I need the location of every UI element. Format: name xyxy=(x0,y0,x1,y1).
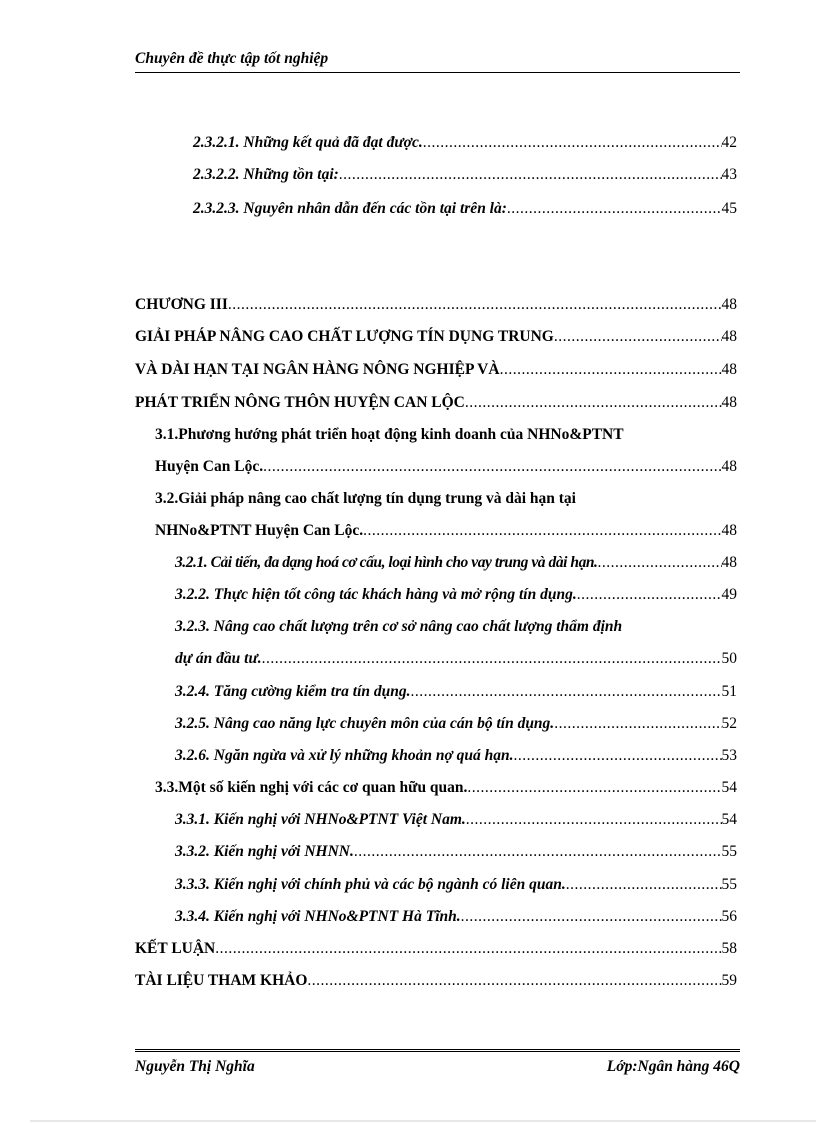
toc-page-number: 43 xyxy=(721,166,737,183)
toc-page-number: 45 xyxy=(721,200,737,217)
toc-entry-text: 2.3.2.3. Nguyên nhân dẫn đến các tồn tại trên là: xyxy=(193,200,507,217)
toc-entry-text: dự án đầu tư. xyxy=(175,650,262,667)
toc-entry-subsection[interactable] xyxy=(175,876,737,894)
toc-entry-text: 2.3.2.2. Những tồn tại: xyxy=(193,166,339,183)
toc-entry-text: GIẢI PHÁP NÂNG CAO CHẤT LƯỢNG TÍN DỤNG TRUNG xyxy=(135,328,554,345)
toc-entry[interactable] xyxy=(193,166,737,184)
toc-entry-subsection[interactable] xyxy=(175,811,737,829)
toc-page-number: 51 xyxy=(721,683,737,700)
toc-page-number: 50 xyxy=(721,650,737,667)
toc-entry[interactable] xyxy=(193,200,737,218)
toc-entry-text: 3.2.Giải pháp nâng cao chất lượng tín dụng trung và dài hạn tại xyxy=(155,490,576,507)
toc-page-number: 48 xyxy=(721,458,737,475)
toc-page-number: 49 xyxy=(721,586,737,603)
toc-entry-text: 3.3.Một số kiến nghị với các cơ quan hữu quan. xyxy=(155,779,468,796)
toc-entry-text: CHƯƠNG III xyxy=(135,296,228,313)
toc-entry-chapter[interactable] xyxy=(135,972,737,990)
toc-entry-section-cont[interactable] xyxy=(155,458,737,476)
toc-entry-text: PHÁT TRIỂN NÔNG THÔN HUYỆN CAN LỘC xyxy=(135,394,465,411)
footer-class: Lớp:Ngân hàng 46Q xyxy=(606,1058,740,1075)
toc-page-number: 58 xyxy=(721,940,737,957)
toc-page-number: 55 xyxy=(721,843,737,860)
toc-entry-text: VÀ DÀI HẠN TẠI NGÂN HÀNG NÔNG NGHIỆP VÀ xyxy=(135,361,500,378)
toc-page-number: 53 xyxy=(721,747,737,764)
toc-entry-subsection[interactable] xyxy=(175,747,737,765)
toc-entry-subsection[interactable] xyxy=(175,586,737,604)
toc-entry-text: 3.3.1. Kiến nghị với NHNo&PTNT Việt Nam. xyxy=(175,811,466,828)
toc-entry-text: 3.2.1. Cải tiến, đa dạng hoá cơ cấu, loại hình cho vay trung và dài hạn. xyxy=(175,554,598,571)
toc-page-number: 48 xyxy=(721,296,737,313)
toc-entry-chapter[interactable] xyxy=(135,296,737,314)
toc-entry-subsection-cont[interactable] xyxy=(175,650,737,668)
toc-entry-subsection[interactable] xyxy=(175,715,737,733)
toc-entry-chapter-title[interactable] xyxy=(135,394,737,412)
toc-entry-subsection[interactable] xyxy=(175,843,737,861)
toc-entry-subsection[interactable] xyxy=(175,554,737,572)
toc-page-number: 54 xyxy=(721,779,737,796)
toc-entry-section[interactable] xyxy=(155,779,737,797)
toc-entry-text: 3.2.5. Nâng cao năng lực chuyên môn của cán bộ tín dụng. xyxy=(175,715,555,732)
toc-page-number: 54 xyxy=(721,811,737,828)
toc-entry-text: 3.3.2. Kiến nghị với NHNN. xyxy=(175,843,354,860)
toc-entry-text: 3.2.3. Nâng cao chất lượng trên cơ sở nâng cao chất lượng thẩm định xyxy=(175,618,623,635)
toc-entry-text: 3.2.2. Thực hiện tốt công tác khách hàng và mở rộng tín dụng. xyxy=(175,586,577,603)
toc-page-number: 48 xyxy=(721,361,737,378)
toc-entry[interactable] xyxy=(193,134,737,152)
toc-page-number: 48 xyxy=(721,554,737,571)
toc-entry-subsection[interactable] xyxy=(175,618,622,636)
toc-entry-text: 3.3.4. Kiến nghị với NHNo&PTNT Hà Tĩnh. xyxy=(175,908,461,925)
toc-entry-text: 3.3.3. Kiến nghị với chính phủ và các bộ ngành có liên quan. xyxy=(175,876,566,893)
page-bottom-divider xyxy=(30,1120,816,1122)
toc-entry-text: 3.2.6. Ngăn ngừa và xử lý những khoản nợ quá hạn. xyxy=(175,747,514,764)
header-title: Chuyên đề thực tập tốt nghiệp xyxy=(135,50,329,67)
toc-page-number: 55 xyxy=(721,876,737,893)
toc-page-number: 42 xyxy=(721,134,737,151)
toc-entry-text: TÀI LIỆU THAM KHẢO xyxy=(135,972,308,989)
toc-entry-text: KẾT LUẬN xyxy=(135,940,216,957)
toc-entry-subsection[interactable] xyxy=(175,683,737,701)
toc-entry-subsection[interactable] xyxy=(175,908,737,926)
toc-entry-text: NHNo&PTNT Huyện Can Lộc. xyxy=(155,522,364,539)
toc-entry-section[interactable] xyxy=(155,426,624,444)
toc-page-number: 56 xyxy=(721,908,737,925)
toc-page-number: 48 xyxy=(721,394,737,411)
toc-entry-chapter-title[interactable] xyxy=(135,328,737,346)
toc-entry-text: 2.3.2.1. Những kết quả đã đạt được. xyxy=(193,134,423,151)
toc-page-number: 52 xyxy=(721,715,737,732)
toc-entry-section-cont[interactable] xyxy=(155,522,737,540)
toc-page-number: 48 xyxy=(721,522,737,539)
toc-entry-section[interactable] xyxy=(155,490,576,508)
page-header xyxy=(135,50,740,73)
toc-entry-text: 3.2.4. Tăng cường kiểm tra tín dụng. xyxy=(175,683,411,700)
toc-entry-chapter-title[interactable] xyxy=(135,361,737,379)
toc-page-number: 48 xyxy=(721,328,737,345)
toc-page-number: 59 xyxy=(721,972,737,989)
footer-author: Nguyễn Thị Nghĩa xyxy=(135,1058,255,1075)
toc-entry-text: 3.1.Phương hướng phát triển hoạt động kinh doanh của NHNo&PTNT xyxy=(155,426,624,443)
toc-entry-chapter[interactable] xyxy=(135,940,737,958)
page-footer xyxy=(135,1049,740,1082)
toc-entry-text: Huyện Can Lộc. xyxy=(155,458,264,475)
